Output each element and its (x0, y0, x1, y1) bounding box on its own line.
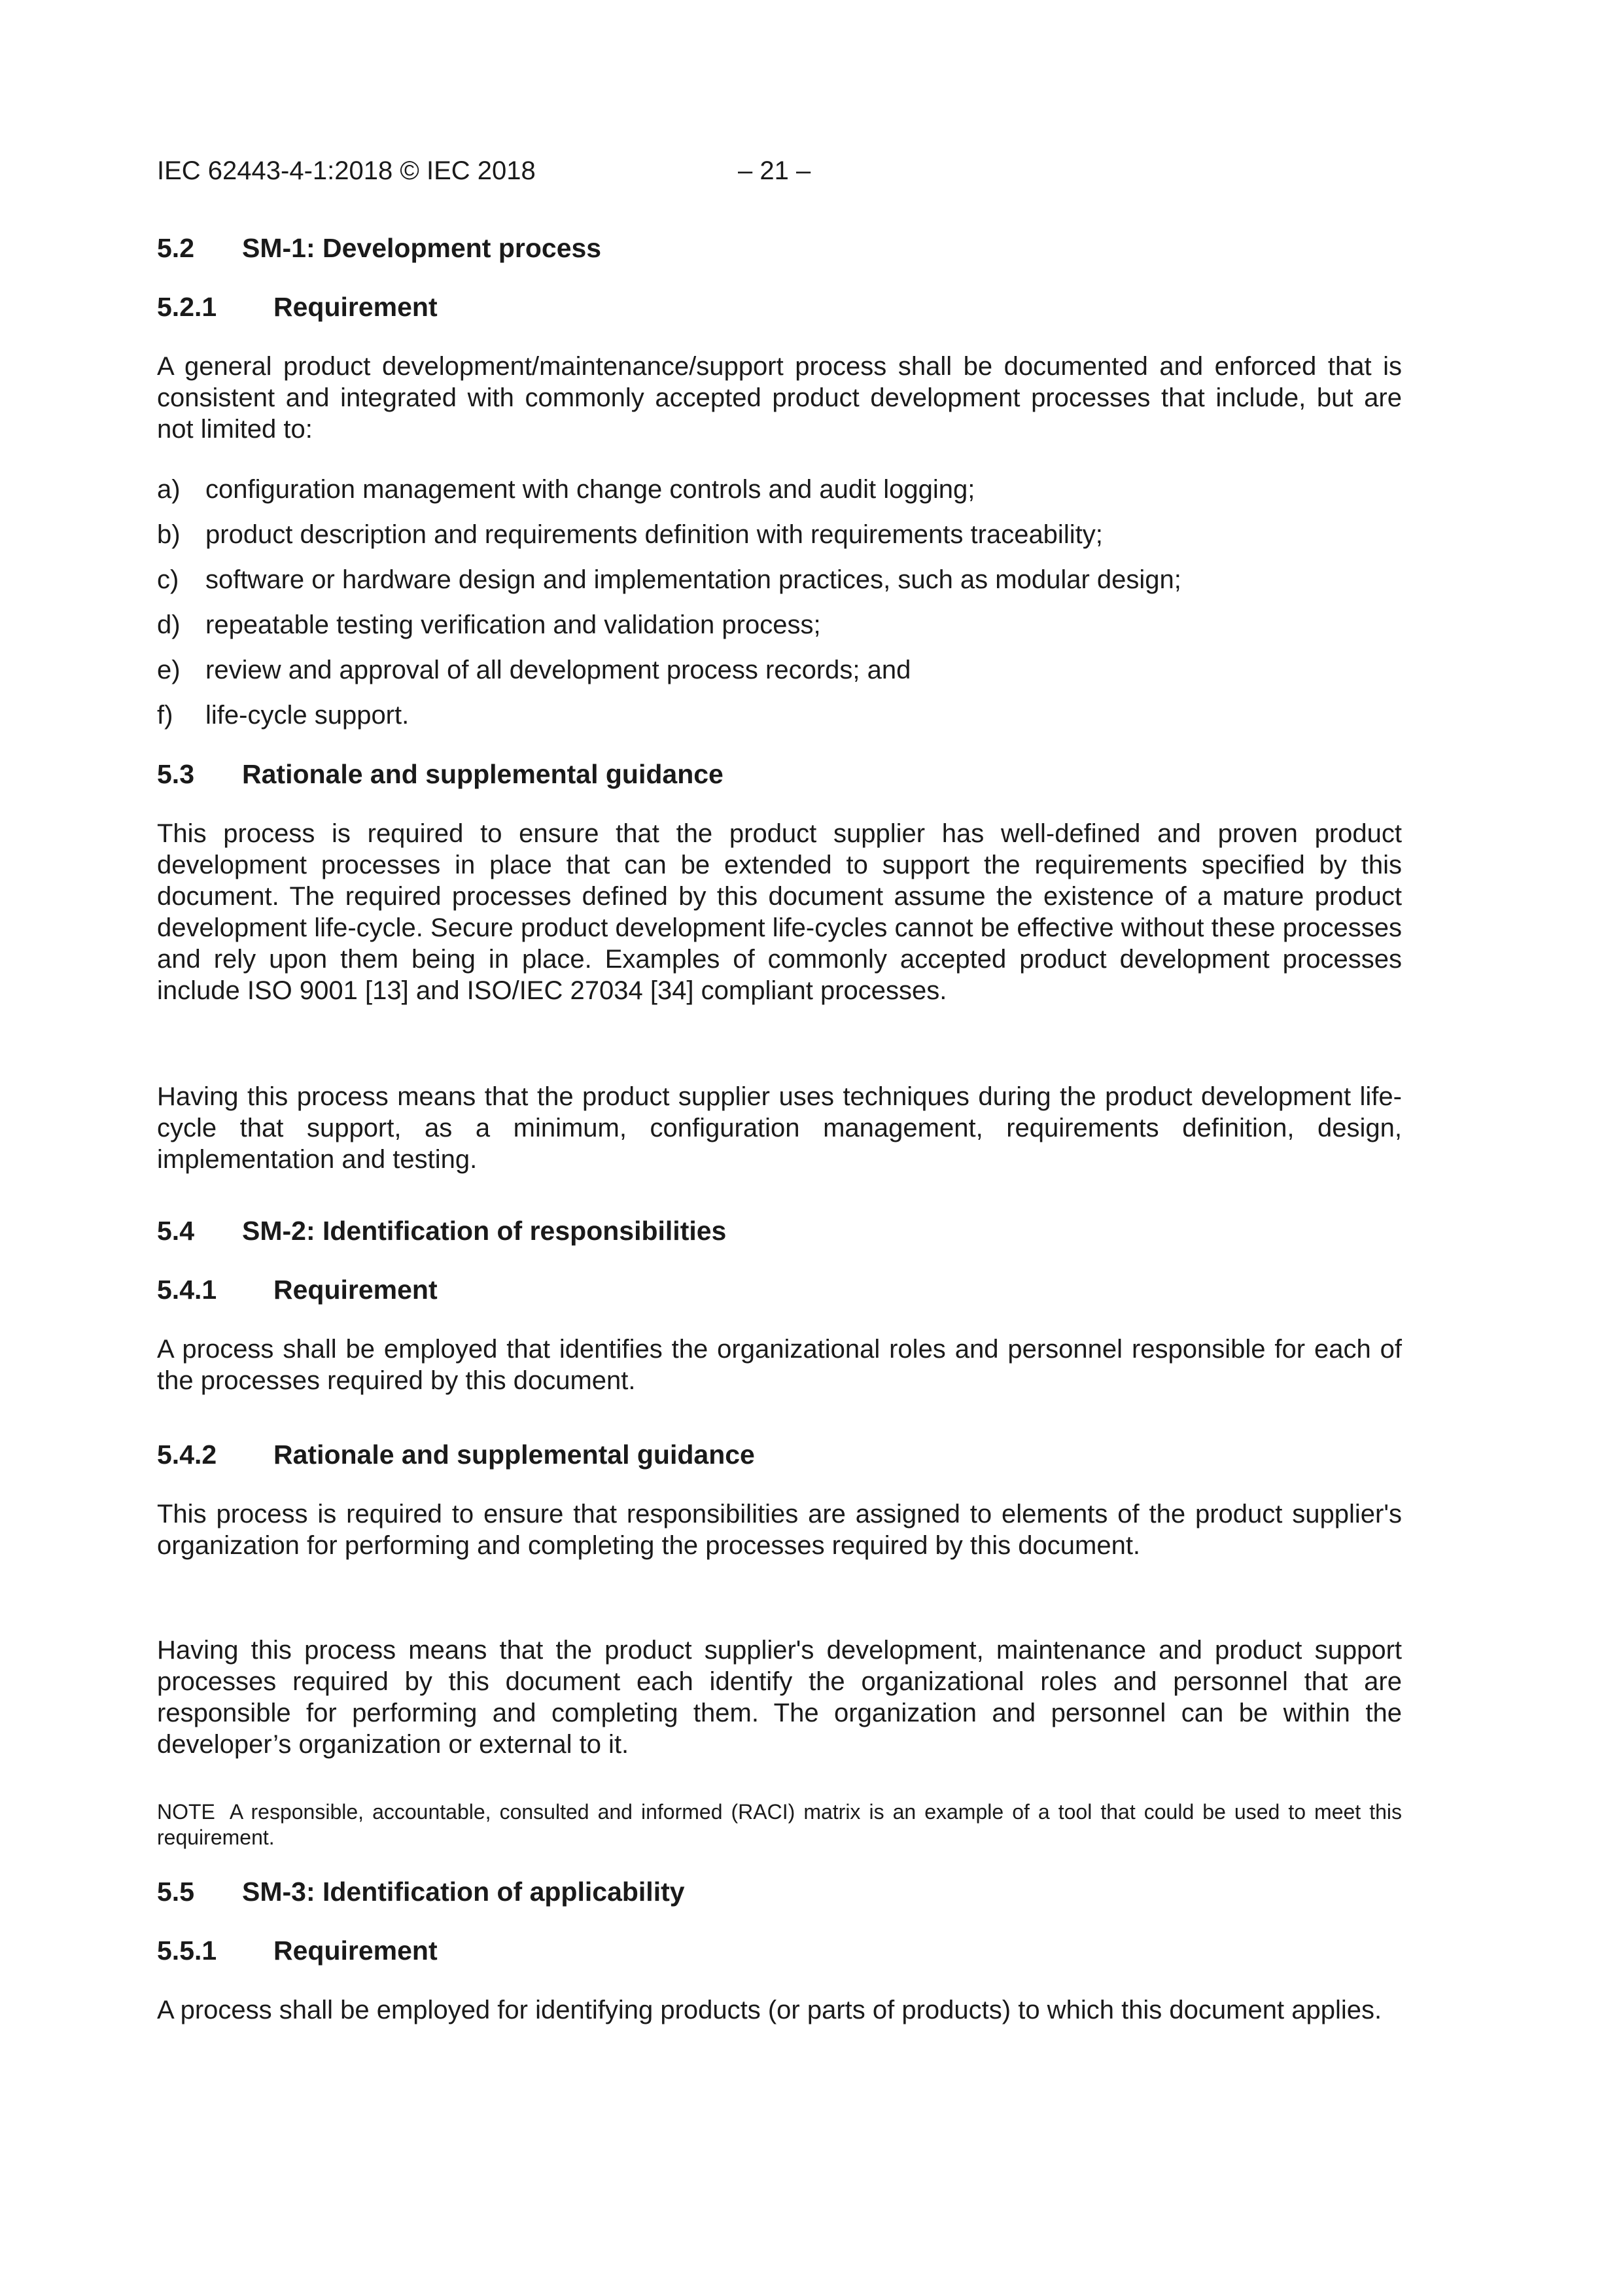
heading-5-3 (157, 758, 724, 790)
heading-5-2-1 (157, 291, 438, 323)
running-header (157, 154, 811, 187)
heading-title: SM-3: Identification of applicability (242, 1877, 685, 1907)
heading-number: 5.2.1 (157, 292, 217, 322)
list-item (157, 563, 1402, 596)
list-marker: d) (157, 610, 181, 639)
paragraph-5-4-2-a: This process is required to ensure that responsibilities are assigned to elements of the product supplier's organization for performing and completing the processes required by this document. (157, 1500, 1402, 1560)
list-marker: b) (157, 520, 181, 549)
note (157, 1799, 1402, 1850)
list-item (157, 473, 1402, 506)
heading-title: SM-2: Identification of responsibilities (242, 1216, 727, 1246)
heading-5-5 (157, 1875, 685, 1908)
header-page-number: – 21 – (738, 156, 811, 185)
paragraph-5-3-b: Having this process means that the product supplier uses techniques during the product development life-cycle that support, as a minimum, configuration management, requirements definition, design, implementation and testing. (157, 1082, 1402, 1174)
heading-5-2 (157, 232, 601, 264)
heading-5-4-1 (157, 1273, 438, 1306)
note-label: NOTE (157, 1800, 215, 1824)
heading-title: Requirement (273, 1935, 438, 1966)
heading-number: 5.2 (157, 233, 194, 263)
list-marker: e) (157, 656, 181, 684)
paragraph-5-4-1: A process shall be employed that identifies the organizational roles and personnel responsible for each of the processes required by this document. (157, 1335, 1402, 1395)
heading-number: 5.5.1 (157, 1935, 217, 1966)
list-item (157, 699, 1402, 732)
list-marker: a) (157, 475, 181, 504)
heading-5-4-2 (157, 1438, 755, 1471)
heading-title: Rationale and supplemental guidance (273, 1439, 755, 1470)
heading-title: Requirement (273, 1275, 438, 1305)
list-text: product description and requirements definition with requirements traceability; (205, 520, 1103, 549)
list-marker: c) (157, 565, 179, 594)
list-text: review and approval of all development process records; and (205, 656, 911, 684)
list-text: configuration management with change controls and audit logging; (205, 475, 975, 504)
list-text: life-cycle support. (205, 701, 410, 730)
list-item (157, 654, 1402, 686)
list-item (157, 609, 1402, 641)
heading-number: 5.4.1 (157, 1275, 217, 1305)
heading-title: Rationale and supplemental guidance (242, 759, 724, 789)
heading-title: SM-1: Development process (242, 233, 602, 263)
header-standard-ref: IEC 62443-4-1:2018 © IEC 2018 (157, 156, 536, 185)
heading-number: 5.4.2 (157, 1439, 217, 1470)
heading-number: 5.4 (157, 1216, 194, 1246)
paragraph-5-4-2-b: Having this process means that the product supplier's development, maintenance and product support processes required by this document each identify the organizational roles and personnel that are responsible for performing and completing them. The organization and personnel can be within the developer’s organization or external to it. (157, 1636, 1402, 1759)
heading-number: 5.5 (157, 1877, 194, 1907)
list-marker: f) (157, 701, 173, 730)
heading-title: Requirement (273, 292, 438, 322)
paragraph-5-2-1: A general product development/maintenance/support process shall be documented and enforced that is consistent and integrated with commonly accepted product development processes that include, but are not limited to: (157, 352, 1402, 444)
paragraph-5-5-1: A process shall be employed for identifying products (or parts of products) to which this document applies. (157, 1996, 1382, 2024)
heading-number: 5.3 (157, 759, 194, 789)
heading-5-4 (157, 1214, 726, 1247)
heading-5-5-1 (157, 1934, 438, 1967)
note-text: A responsible, accountable, consulted and informed (RACI) matrix is an example of a tool that could be used to meet this requirement. (157, 1800, 1402, 1849)
list-item (157, 518, 1402, 551)
list-text: software or hardware design and implementation practices, such as modular design; (205, 565, 1181, 594)
paragraph-5-3-a: This process is required to ensure that the product supplier has well-defined and proven product development processes in place that can be extended to support the requirements specified by this document. The required processes defined by this document assume the existence of a mature product development life-cycle. Secure product development life-cycles cannot be effective without these processes and rely upon them being in place. Examples of commonly accepted product development processes include ISO 9001 [13] and ISO/IEC 27034 [34] compliant processes. (157, 819, 1402, 1005)
list-text: repeatable testing verification and validation process; (205, 610, 821, 639)
